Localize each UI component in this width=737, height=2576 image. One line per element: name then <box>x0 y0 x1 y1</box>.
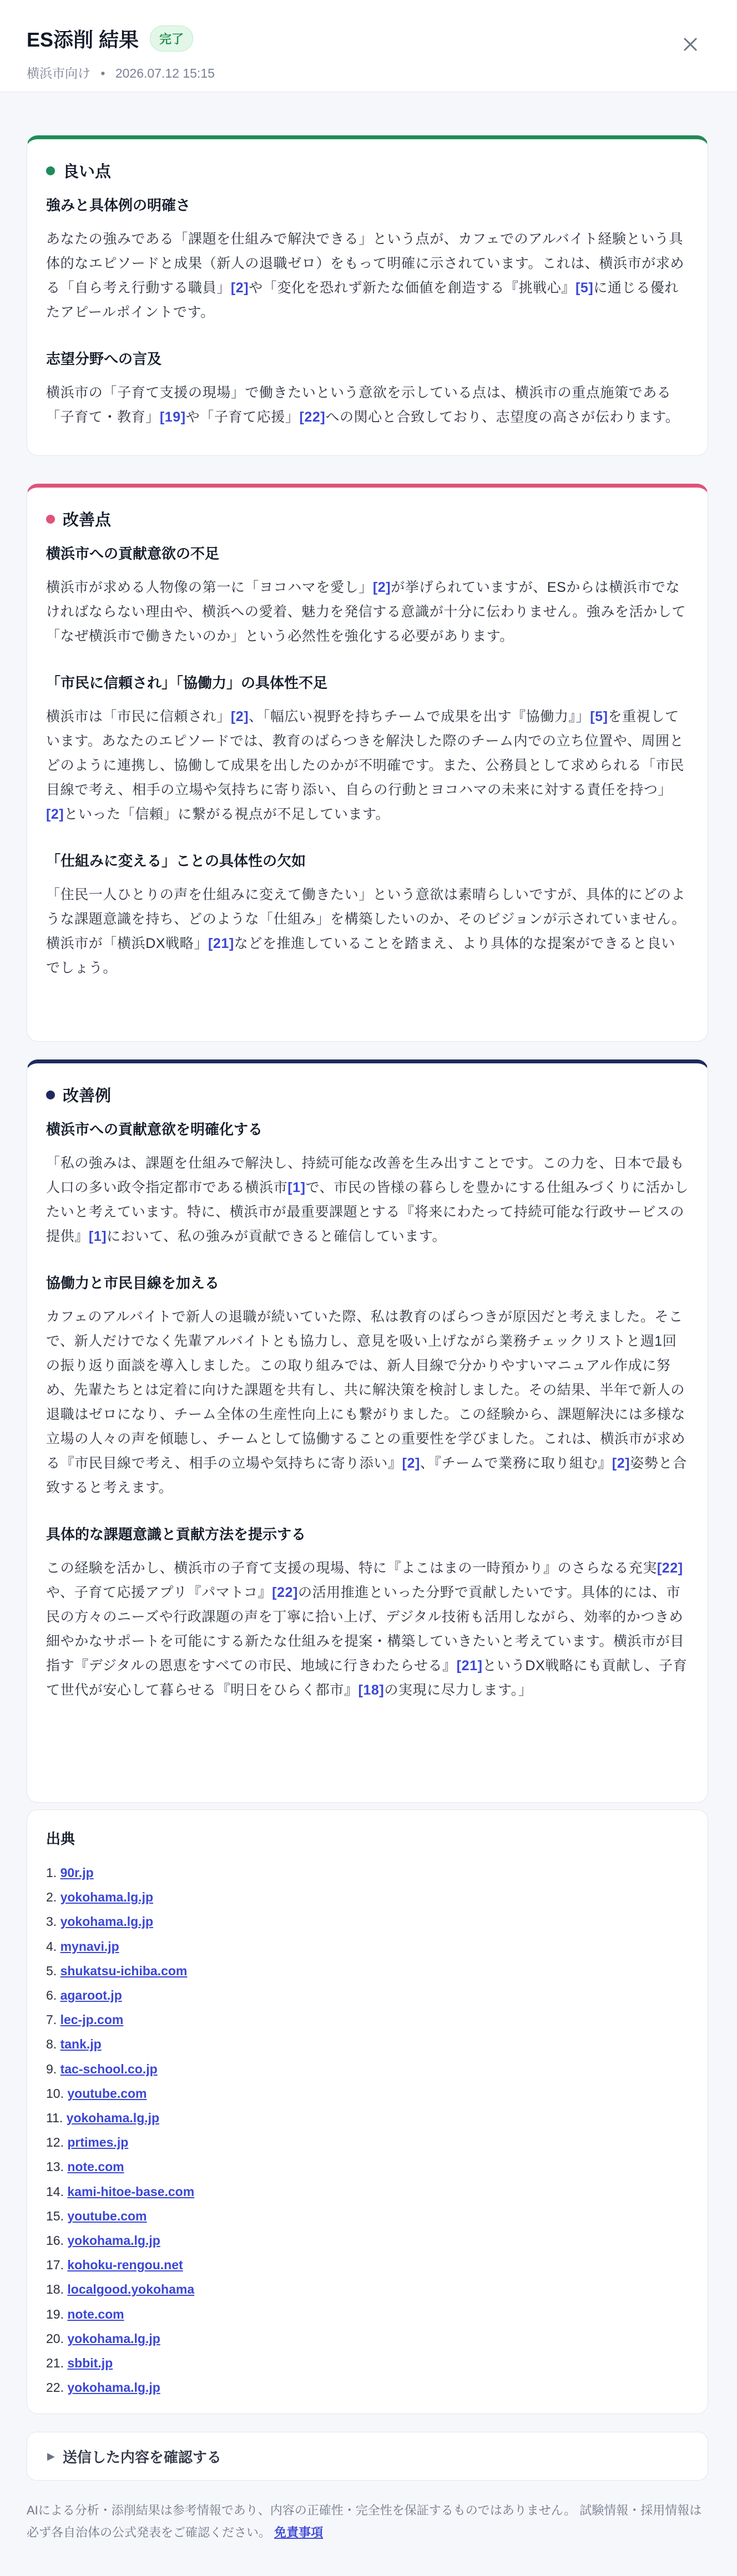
citation-link[interactable]: [21] <box>208 936 234 951</box>
body-text: で、市民の皆様の暮らしを豊かにする仕組みづくりに活かしたいと考えています。特に、横浜市が最重要課題とする『将来にわたって持続可能な行政サービスの提供』 <box>46 1180 689 1244</box>
source-item <box>46 2228 689 2253</box>
submitted-content-toggle[interactable] <box>27 2432 708 2481</box>
source-number: 16. <box>46 2233 68 2248</box>
source-item <box>46 2081 689 2106</box>
source-link[interactable]: yokohama.lg.jp <box>66 2111 160 2126</box>
body-text: あなたの強みである「課題を仕組みで解決できる」という点が、カフェでのアルバイト経験という具体的なエピソードと成果（新人の退職ゼロ）をもって明確に示されています。これは、横浜市が求める「自ら考え行動する職員」 <box>46 231 685 296</box>
target-label: 横浜市向け <box>27 66 90 80</box>
source-item <box>46 2253 689 2277</box>
source-link[interactable]: youtube.com <box>67 2086 147 2101</box>
source-item <box>46 2204 689 2228</box>
improvement-sections <box>46 542 689 980</box>
source-item <box>46 2375 689 2400</box>
source-number: 3. <box>46 1914 60 1929</box>
source-item <box>46 1983 689 2007</box>
status-badge: 完了 <box>150 26 193 52</box>
source-link[interactable]: 90r.jp <box>60 1865 94 1880</box>
source-item <box>46 2106 689 2130</box>
body-text: への関心と合致しており、志望度の高さが伝わります。 <box>325 409 680 425</box>
source-link[interactable]: kami-hitoe-base.com <box>67 2184 195 2199</box>
source-item <box>46 2302 689 2326</box>
citation-link[interactable]: [2] <box>612 1456 630 1471</box>
source-number: 20. <box>46 2331 68 2346</box>
section-body <box>46 1556 689 1702</box>
source-number: 10. <box>46 2086 68 2101</box>
source-item <box>46 1959 689 1983</box>
source-item <box>46 2154 689 2179</box>
body-text: 横浜市の「子育て支援の現場」で働きたいという意欲を示している点は、横浜市の重点施策である「子育て・教育」 <box>46 385 672 425</box>
section-title: 横浜市への貢献意欲の不足 <box>46 545 220 562</box>
example-title: 改善例 <box>63 1087 112 1105</box>
section-title: 具体的な課題意識と貢献方法を提示する <box>46 1526 306 1543</box>
source-number: 17. <box>46 2258 68 2273</box>
source-number: 1. <box>46 1865 60 1880</box>
body-text: 横浜市は「市民に信頼され」 <box>46 709 231 724</box>
improvement-title: 改善点 <box>63 511 112 529</box>
close-icon <box>683 37 698 52</box>
source-item <box>46 2057 689 2081</box>
source-link[interactable]: tac-school.co.jp <box>60 2061 158 2076</box>
citation-link[interactable]: [21] <box>456 1658 483 1674</box>
triangle-right-icon: ▶ <box>47 2450 55 2462</box>
citation-link[interactable]: [18] <box>358 1682 385 1698</box>
body-text: といった「信頼」に繋がる視点が不足しています。 <box>64 807 390 822</box>
source-link[interactable]: yokohama.lg.jp <box>60 1890 154 1905</box>
source-number: 14. <box>46 2184 68 2199</box>
source-number: 5. <box>46 1963 60 1978</box>
separator-dot: • <box>100 66 105 80</box>
source-item <box>46 1909 689 1934</box>
citation-link[interactable]: [22] <box>272 1585 298 1600</box>
body-text: において、私の強みが貢献できると確信しています。 <box>107 1229 447 1244</box>
section-title: 志望分野への言及 <box>46 351 162 367</box>
body-text: 横浜市が求める人物像の第一に「ヨコハマを愛し」 <box>46 580 373 595</box>
example-sections <box>46 1118 689 1702</box>
source-number: 12. <box>46 2135 68 2150</box>
section-body <box>46 381 689 429</box>
page-title: ES添削 結果 <box>27 28 139 51</box>
source-item <box>46 2179 689 2204</box>
source-link[interactable]: yokohama.lg.jp <box>60 1914 154 1929</box>
source-item <box>46 2007 689 2032</box>
good-points-card <box>27 135 708 456</box>
sources-list <box>46 1860 689 2400</box>
body-text: や「子育て応援」 <box>185 409 300 425</box>
good-dot-icon <box>46 166 55 175</box>
citation-link[interactable]: [2] <box>230 280 249 296</box>
example-dot-icon <box>46 1091 55 1099</box>
section-title: 「仕組みに変える」ことの具体性の欠如 <box>46 853 306 869</box>
body-text: の実現に尽力します。」 <box>384 1682 533 1698</box>
subtitle <box>27 63 215 82</box>
source-number: 2. <box>46 1890 60 1905</box>
close-button[interactable] <box>678 32 703 57</box>
good-points-title: 良い点 <box>63 163 112 181</box>
body-text: 「住民一人ひとりの声を仕組みに変えて働きたい」という意欲は素晴らしいですが、具体的にどのような課題意識を持ち、どのような「仕組み」を構築したいのか、そのビジョンが示されていません。横浜市が「横浜DX戦略」 <box>46 887 686 951</box>
citation-link[interactable]: [1] <box>287 1180 306 1195</box>
source-item <box>46 2032 689 2056</box>
source-number: 6. <box>46 1988 60 2003</box>
body-text: や「変化を恐れず新たな価値を創造する『挑戦心』 <box>249 280 576 296</box>
source-link[interactable]: yokohama.lg.jp <box>67 2233 160 2248</box>
source-number: 21. <box>46 2356 68 2371</box>
section-body <box>46 227 689 324</box>
source-number: 4. <box>46 1939 60 1954</box>
source-number: 11. <box>46 2111 67 2126</box>
source-item <box>46 1860 689 1885</box>
section-title: 横浜市への貢献意欲を明確化する <box>46 1121 263 1138</box>
section-body <box>46 1305 689 1500</box>
body-text: この経験を活かし、横浜市の子育て支援の現場、特に『よこはまの一時預かり』のさらなる充実 <box>46 1560 657 1576</box>
citation-link[interactable]: [5] <box>590 709 608 724</box>
citation-link[interactable]: [22] <box>657 1560 683 1576</box>
body-text: 、『チームで業務に取り組む』 <box>420 1456 612 1471</box>
section-title: 協働力と市民目線を加える <box>46 1275 220 1291</box>
source-item <box>46 2277 689 2301</box>
source-number: 22. <box>46 2380 68 2395</box>
source-number: 18. <box>46 2282 68 2297</box>
body-text: や、子育て応援アプリ『パマトコ』 <box>46 1585 272 1600</box>
source-number: 7. <box>46 2012 60 2027</box>
section-body <box>46 575 689 648</box>
disclaimer-footer <box>27 2499 710 2544</box>
source-item <box>46 1934 689 1959</box>
source-link[interactable]: localgood.yokohama <box>67 2282 195 2297</box>
source-item <box>46 2326 689 2351</box>
body-text: を重視しています。あなたのエピソードでは、教育のばらつきを解決した際のチーム内での立ち位置や、周囲とどのように連携し、協働して成果を出したのかが不明確です。また、公務員として求められる「市民目線で考え、相手の立場や気持ちに寄り添い、自らの行動とヨコハマの未来に対する責任を持つ」 <box>46 709 685 798</box>
citation-link[interactable]: [2] <box>402 1456 420 1471</box>
citation-link[interactable]: [2] <box>46 807 64 822</box>
section-body <box>46 1151 689 1249</box>
body-text: 、「幅広い視野を持ちチームで成果を出す『協働力』」 <box>249 709 590 724</box>
example-heading <box>46 1083 689 1106</box>
body-text: が挙げられていますが、ESからは横浜市でなければならない理由や、横浜への愛着、魅力を発信する意識が十分に伝わりません。強みを活かして「なぜ横浜市で働きたいのか」という必然性を強化する必要があります。 <box>46 580 686 644</box>
section-body <box>46 883 689 980</box>
source-link[interactable]: tank.jp <box>60 2037 102 2052</box>
body-text: というDX戦略にも貢献し、子育て世代が安心して暮らせる『明日をひらく都市』 <box>46 1658 688 1698</box>
source-link[interactable]: note.com <box>67 2159 124 2174</box>
source-link[interactable]: lec-jp.com <box>60 2012 124 2027</box>
source-link[interactable]: kohoku-rengou.net <box>67 2258 183 2273</box>
good-points-heading <box>46 159 689 182</box>
citation-link[interactable]: [5] <box>575 280 594 296</box>
modal-header <box>0 0 737 92</box>
source-number: 15. <box>46 2208 68 2223</box>
body-text: カフェのアルバイトで新人の退職が続いていた際、私は教育のばらつきが原因だと考えました。そこで、新人だけでなく先輩アルバイトとも協力し、意見を吸い上げながら業務チェックリストと週1回の振り返り面談を導入しました。この取り組みでは、新人目線で分かりやすいマニュアル作成に努め、先輩たちとは定着に向けた課題を共有し、共に解決策を検討しました。その結果、半年で新人の退職はゼロになり、チーム全体の生産性向上にも繋がりました。この経験から、課題解決には多様な立場の人々の声を傾聴し、チームとして協働することの重要性を学びました。これは、横浜市が求める『市民目線で考え、相手の立場や気持ちに寄り添い』 <box>46 1309 686 1471</box>
sources-card <box>27 1809 708 2414</box>
section-title: 「市民に信頼され」「協働力」の具体性不足 <box>46 675 328 691</box>
source-link[interactable]: shukatsu-ichiba.com <box>60 1963 188 1978</box>
source-link[interactable]: note.com <box>67 2306 124 2321</box>
good-sections <box>46 194 689 429</box>
source-item <box>46 2351 689 2375</box>
section-body <box>46 704 689 826</box>
citation-link[interactable]: [2] <box>372 580 391 595</box>
improvement-heading <box>46 508 689 530</box>
disclaimer-text: AIによる分析・添削結果は参考情報であり、内容の正確性・完全性を保証するものではありません。 試験情報・採用情報は必ず各自治体の公式発表をご確認ください。 <box>27 2503 702 2539</box>
section-title: 強みと具体例の明確さ <box>46 197 191 214</box>
source-link[interactable]: yokohama.lg.jp <box>67 2331 160 2346</box>
citation-link[interactable]: [1] <box>88 1229 107 1244</box>
citation-link[interactable]: [2] <box>230 709 249 724</box>
improvement-points-card <box>27 484 708 1042</box>
source-link[interactable]: yokohama.lg.jp <box>67 2380 160 2395</box>
citation-link[interactable]: [19] <box>159 409 186 425</box>
body-text: 姿勢と合致すると考えます。 <box>46 1456 687 1495</box>
source-number: 9. <box>46 2061 60 2076</box>
example-card <box>27 1059 708 1803</box>
sources-title: 出典 <box>46 1830 75 1847</box>
source-item <box>46 2130 689 2154</box>
source-number: 13. <box>46 2159 68 2174</box>
source-number: 8. <box>46 2037 60 2052</box>
source-item <box>46 1885 689 1909</box>
body-text: 「私の強みは、課題を仕組みで解決し、持続可能な改善を生み出すことです。この力を、日本で最も人口の多い政令指定都市である横浜市 <box>46 1155 685 1195</box>
disclaimer-link[interactable]: 免責事項 <box>274 2526 324 2539</box>
citation-link[interactable]: [22] <box>299 409 326 425</box>
body-text: などを推進していることを踏まえ、より具体的な提案ができると良いでしょう。 <box>46 936 675 976</box>
body-text: に通じる優れたアピールポイントです。 <box>46 280 679 320</box>
body-text: の活用推進といった分野で貢献したいです。具体的には、市民の方々のニーズや行政課題の声を丁寧に拾い上げ、デジタル技術も活用しながら、効率的かつきめ細やかなサポートを可能にする新たな仕組みを提案・構築していきたいと考えています。横浜市が目指す『デジタルの恩恵をすべての市民、地域に行きわたらせる』 <box>46 1585 685 1674</box>
improvement-dot-icon <box>46 515 55 524</box>
source-link[interactable]: youtube.com <box>67 2208 147 2223</box>
submitted-content-label: 送信した内容を確認する <box>62 2448 221 2466</box>
title-row <box>27 24 193 53</box>
source-link[interactable]: sbbit.jp <box>67 2356 113 2371</box>
source-number: 19. <box>46 2306 68 2321</box>
source-link[interactable]: prtimes.jp <box>67 2135 129 2150</box>
source-link[interactable]: agaroot.jp <box>60 1988 122 2003</box>
source-link[interactable]: mynavi.jp <box>60 1939 119 1954</box>
datetime-label: 2026.07.12 15:15 <box>115 66 215 80</box>
